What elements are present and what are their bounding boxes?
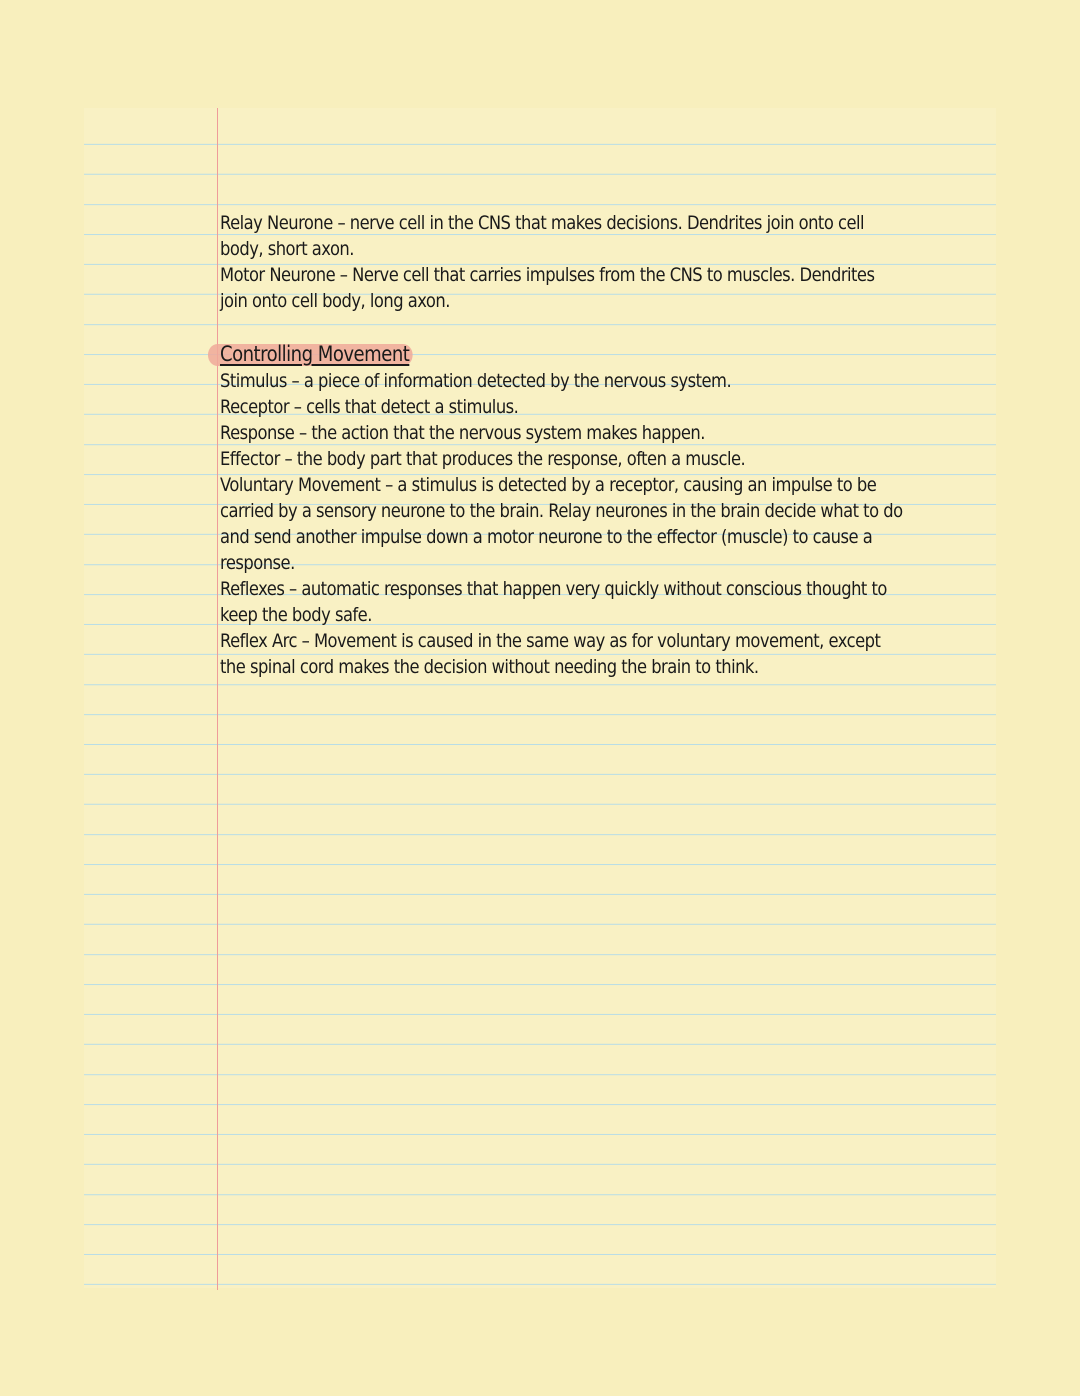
section-heading-wrap [220, 340, 980, 368]
paragraph-spacer [220, 314, 980, 340]
note-line-voluntary-movement-cont-2: and send another impulse down a motor neurone to the effector (muscle) to cause a [220, 526, 873, 548]
notes-body [220, 210, 980, 680]
note-line-voluntary-movement-cont-1: carried by a sensory neurone to the brain. Relay neurones in the brain decide what to do [220, 500, 903, 522]
note-line-receptor: Receptor – cells that detect a stimulus. [220, 396, 519, 418]
note-line-motor-neurone-cont: join onto cell body, long axon. [220, 290, 450, 312]
note-line-reflex-arc: Reflex Arc – Movement is caused in the same way as for voluntary movement, except [220, 630, 881, 652]
note-line-reflex-arc-cont: the spinal cord makes the decision without needing the brain to think. [220, 656, 759, 678]
note-line-relay-neurone: Relay Neurone – nerve cell in the CNS that makes decisions. Dendrites join onto cell [220, 212, 865, 234]
note-line-reflexes: Reflexes – automatic responses that happen very quickly without conscious thought to [220, 578, 887, 600]
note-line-motor-neurone: Motor Neurone – Nerve cell that carries impulses from the CNS to muscles. Dendrites [220, 264, 875, 286]
note-line-voluntary-movement: Voluntary Movement – a stimulus is detected by a receptor, causing an impulse to be [220, 474, 877, 496]
note-line-effector: Effector – the body part that produces the response, often a muscle. [220, 448, 746, 470]
note-line-stimulus: Stimulus – a piece of information detected by the nervous system. [220, 370, 732, 392]
note-line-reflexes-cont: keep the body safe. [220, 604, 372, 626]
note-line-response: Response – the action that the nervous system makes happen. [220, 422, 705, 444]
margin-line [217, 108, 218, 1290]
note-line-voluntary-movement-cont-3: response. [220, 552, 295, 574]
section-heading: Controlling Movement [220, 342, 410, 366]
note-line-relay-neurone-cont: body, short axon. [220, 238, 354, 260]
